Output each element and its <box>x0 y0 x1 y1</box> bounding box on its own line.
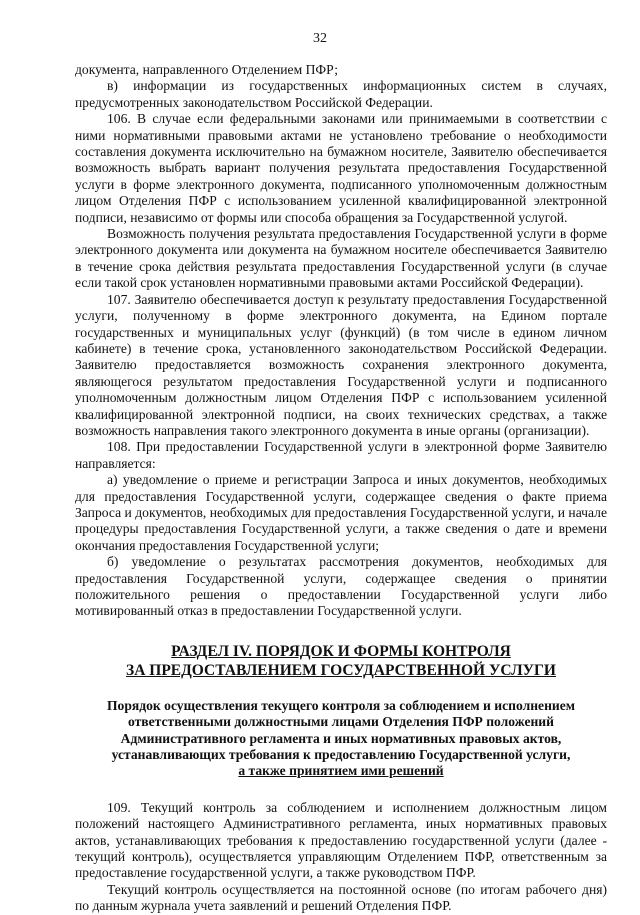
paragraph: 108. При предоставлении Государственной услуги в электронной форме Заявителю направляется: <box>75 439 607 471</box>
paragraph: в) информации из государственных информационных систем в случаях, предусмотренных законодательством Российской Федерации. <box>75 78 607 110</box>
paragraph: б) уведомление о результатах рассмотрения документов, необходимых для предоставления Государственной услуги, содержащее сведения о принятии положительного решения о предоставлении Государственной услуги либо мотивированный отказ в предоставлении Государственной услуги. <box>75 554 607 619</box>
bottom-paragraphs <box>75 800 607 915</box>
paragraph: 106. В случае если федеральными законами или принимаемыми в соответствии с ними нормативными правовыми актами не установлено требование о необходимости составления документа исключительно на бумажном носителе, Заявителю обеспечивается возможность выбрать вариант получения результата предоставления Государственной услуги в форме электронного документа, подписанного уполномоченным должностным лицом Отделения ПФР с использованием усиленной квалифицированной электронной подписи, независимо от формы или способа обращения за Государственной услугой. <box>75 111 607 225</box>
subsection-heading-line: а также принятием ими решений <box>238 763 444 779</box>
page-number: 32 <box>313 31 327 46</box>
paragraph: документа, направленного Отделением ПФР; <box>75 62 338 77</box>
paragraph: 109. Текущий контроль за соблюдением и исполнением должностным лицом положений настоящего Административного регламента, иных нормативных правовых актов, устанавливающих требования к предоставлению государственной услуги (далее - текущий контроль), осуществляется управляющим Отделением ПФР, ответственным за предоставление государственной услуги, а также руководством ПФР. <box>75 799 607 881</box>
section-heading-line: ЗА ПРЕДОСТАВЛЕНИЕМ ГОСУДАРСТВЕННОЙ УСЛУГИ <box>126 661 556 679</box>
subsection-heading <box>75 698 607 780</box>
subsection-heading-line: Порядок осуществления текущего контроля за соблюдением и исполнением <box>106 697 576 713</box>
document-body <box>75 62 607 915</box>
paragraph: Возможность получения результата предоставления Государственной услуги в форме электронного документа или документа на бумажном носителе обеспечивается Заявителю в течение срока действия результата предоставления Государственной услуги (в случае если такой срок установлен нормативными правовыми актами Российской Федерации). <box>75 226 607 291</box>
paragraph: а) уведомление о приеме и регистрации Запроса и иных документов, необходимых для предоставления Государственной услуги, содержащее сведения о факте приема Запроса и документов, необходимых для предоставления Государственной услуги, и начале процедуры предоставления Государственной услуги, а также сведения о дате и времени окончания предоставления Государственной услуги; <box>75 472 607 553</box>
paragraph: 107. Заявителю обеспечивается доступ к результату предоставления Государственной услуги, полученному в форме электронного документа, на Едином портале государственных и муниципальных услуг (функций) (в том числе в едином личном кабинете) в течение срока, установленного законодательством Российской Федерации. Заявителю предоставляется возможность сохранения электронного документа, являющегося результатом предоставления Государственной услуги и подписанного уполномоченным должностным лицом Отделения ПФР с использованием усиленной квалифицированной электронной подписи, на своих технических средствах, а также возможность направления такого электронного документа в иные органы (организации). <box>75 291 607 438</box>
top-paragraphs <box>75 62 607 620</box>
section-heading-line: РАЗДЕЛ IV. ПОРЯДОК И ФОРМЫ КОНТРОЛЯ <box>171 642 511 660</box>
paragraph: Текущий контроль осуществляется на постоянной основе (по итогам рабочего дня) по данным журнала учета заявлений и решений Отделения ПФР. <box>75 881 607 914</box>
subsection-heading-line: Административного регламента и иных нормативных правовых актов, <box>120 730 562 746</box>
subsection-heading-line: ответственными должностными лицами Отделения ПФР положений <box>128 714 554 730</box>
subsection-heading-line: устанавливающих требования к предоставлению Государственной услуги, <box>111 747 571 763</box>
section-heading <box>75 642 607 680</box>
